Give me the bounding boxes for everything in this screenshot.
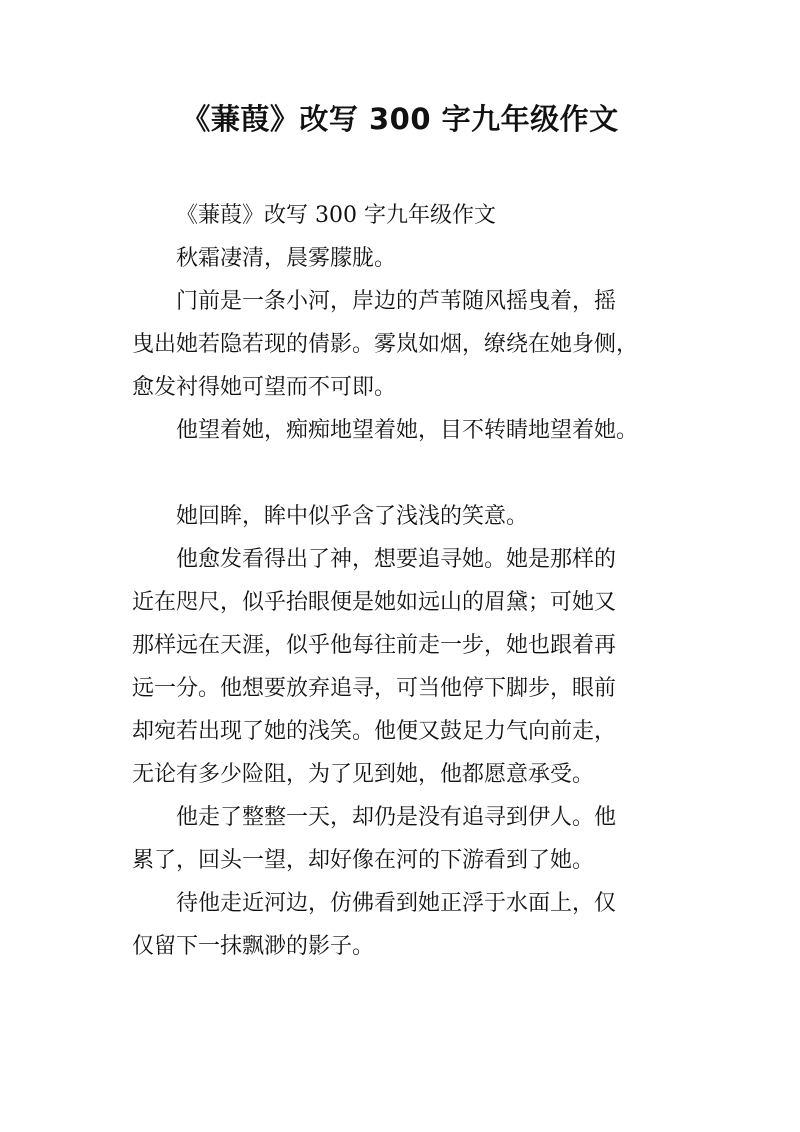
paragraph-line: 仅留下一抹飘渺的影子。: [132, 934, 375, 959]
paragraph-1: [132, 194, 680, 237]
paragraph-line: 他愈发看得出了神，想要追寻她。她是那样的: [176, 547, 617, 572]
paragraph-line: 无论有多少险阻，为了见到她，他都愿意承受。: [132, 762, 595, 787]
paragraph-line: 他走了整整一天，却仍是没有追寻到伊人。他: [176, 805, 617, 830]
paragraph-line: 她回眸，眸中似乎含了浅浅的笑意。: [176, 504, 529, 529]
paragraph-gap: [132, 452, 680, 495]
paragraph-line: 那样远在天涯，似乎他每往前走一步，她也跟着再: [132, 633, 617, 658]
paragraph-5: [132, 495, 680, 538]
paragraph-3: [132, 280, 680, 409]
paragraph-line: 累了，回头一望，却好像在河的下游看到了她。: [132, 848, 595, 873]
paragraph-line: 却宛若出现了她的浅笑。他便又鼓足力气向前走，: [132, 719, 617, 744]
paragraph-line: 秋霜凄清，晨雾朦胧。: [176, 246, 397, 271]
paragraph-line: 他望着她，痴痴地望着她，目不转睛地望着她。: [176, 418, 639, 443]
document-title: 《蒹葭》改写 300 字九年级作文: [181, 102, 619, 136]
paragraph-line: 愈发衬得她可望而不可即。: [132, 375, 397, 400]
paragraph-line: 门前是一条小河，岸边的芦苇随风摇曳着，摇: [176, 289, 617, 314]
paragraph-line: 远一分。他想要放弃追寻，可当他停下脚步，眼前: [132, 676, 617, 701]
paragraph-2: [132, 237, 680, 280]
paragraph-line: 《蒹葭》改写 300 字九年级作文: [176, 203, 496, 228]
paragraph-line: 曳出她若隐若现的倩影。雾岚如烟，缭绕在她身侧，: [132, 332, 639, 357]
paragraph-4: [132, 409, 680, 452]
document-body: [132, 194, 680, 968]
paragraph-line: 待他走近河边，仿佛看到她正浮于水面上，仅: [176, 891, 617, 916]
paragraph-6: [132, 538, 680, 796]
paragraph-8: [132, 882, 680, 968]
paragraph-7: [132, 796, 680, 882]
paragraph-line: 近在咫尺，似乎抬眼便是她如远山的眉黛；可她又: [132, 590, 617, 615]
